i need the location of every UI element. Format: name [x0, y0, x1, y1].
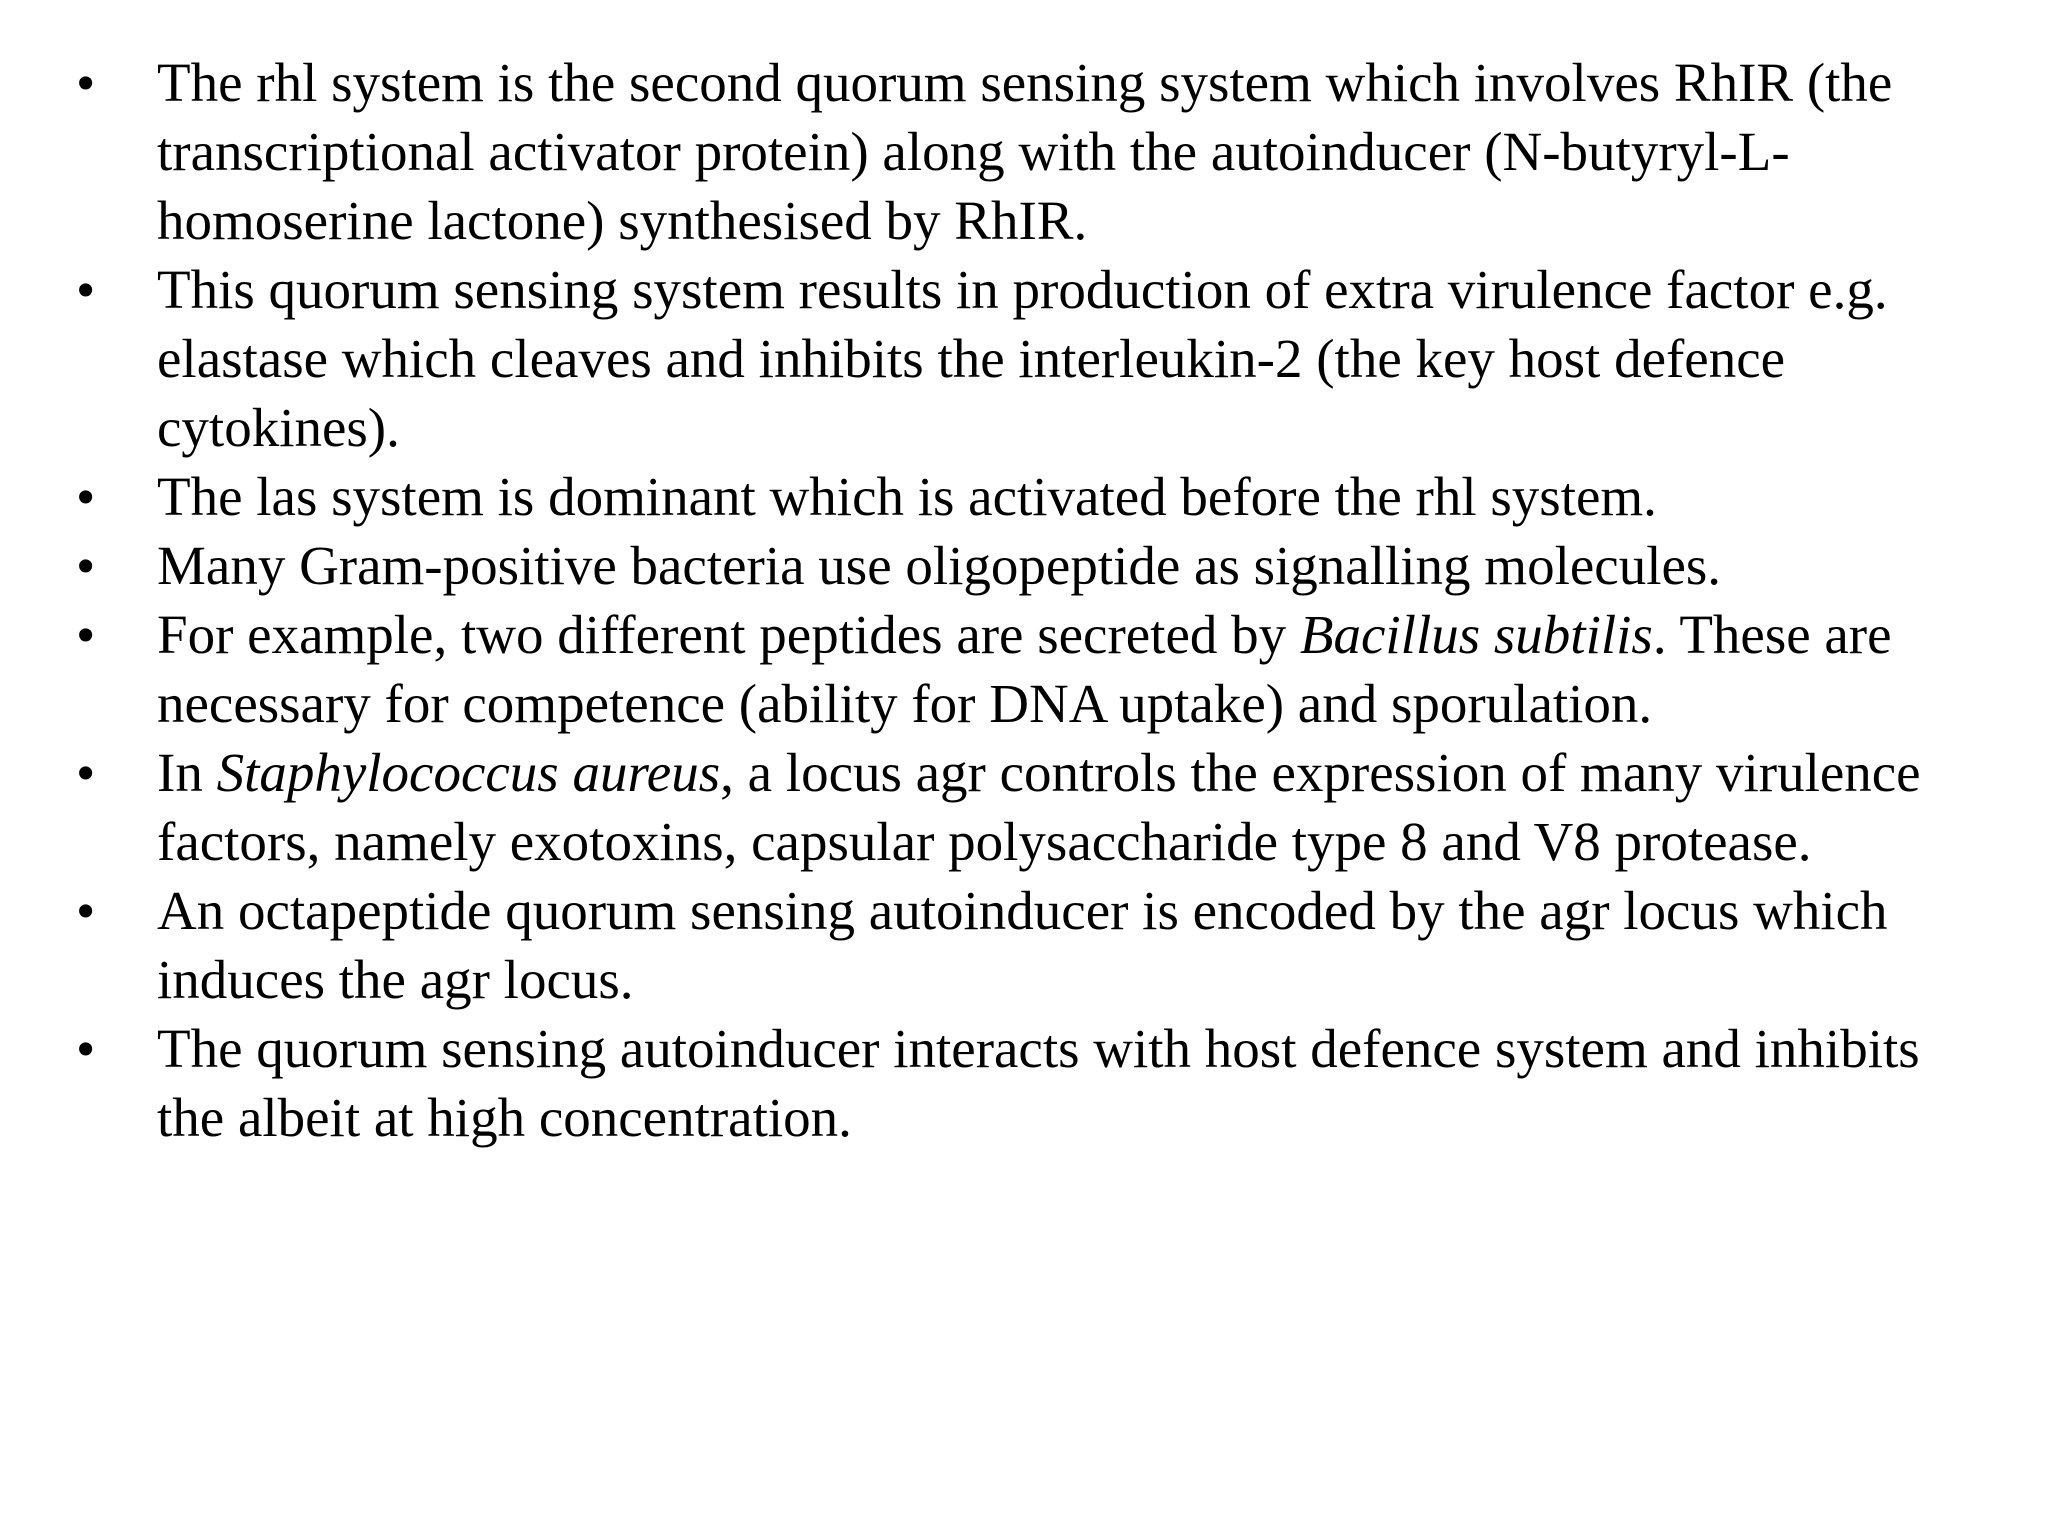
bullet-dot-icon: •: [76, 535, 96, 596]
text-segment: In: [157, 742, 217, 803]
bullet-text: [157, 742, 1921, 872]
bullet-item: [0, 876, 2048, 1014]
bullet-item: [0, 1014, 2048, 1152]
species-name: Bacillus subtilis: [1299, 604, 1653, 665]
bullet-item: [0, 255, 2048, 462]
species-name: Staphylococcus aureus: [216, 742, 721, 803]
text-segment: An octapeptide quorum sensing autoinducer is encoded by the agr locus which induces the agr locus.: [157, 880, 1888, 1010]
text-segment: Many Gram-positive bacteria use oligopeptide as signalling molecules.: [157, 535, 1722, 596]
bullet-dot-icon: •: [76, 466, 96, 527]
bullet-text: [157, 259, 1888, 458]
bullet-dot-icon: •: [76, 52, 96, 113]
text-segment: , a locus agr controls the expression of many virulence factors, namely exotoxins, capsular polysaccharide type 8 and V8 protease.: [157, 742, 1921, 872]
bullet-text: [157, 535, 1721, 596]
bullet-item: [0, 48, 2048, 255]
bullet-dot-icon: •: [76, 604, 96, 665]
bullet-list: [0, 48, 2048, 1152]
bullet-dot-icon: •: [76, 742, 96, 803]
bullet-item: [0, 531, 2048, 600]
bullet-text: [157, 52, 1892, 251]
text-segment: The quorum sensing autoinducer interacts with host defence system and inhibits the albeit at high concentration.: [157, 1018, 1920, 1148]
text-segment: This quorum sensing system results in production of extra virulence factor e.g. elastase which cleaves and inhibits the interleukin-2 (the key host defence cytokines).: [157, 259, 1888, 458]
bullet-text: [157, 880, 1888, 1010]
bullet-text: [157, 1018, 1920, 1148]
bullet-dot-icon: •: [76, 880, 96, 941]
bullet-item: [0, 600, 2048, 738]
text-segment: For example, two different peptides are secreted by: [157, 604, 1300, 665]
bullet-text: [157, 604, 1892, 734]
bullet-item: [0, 462, 2048, 531]
bullet-item: [0, 738, 2048, 876]
bullet-dot-icon: •: [76, 259, 96, 320]
bullet-dot-icon: •: [76, 1018, 96, 1079]
text-segment: . These are necessary for competence (ability for DNA uptake) and sporulation.: [157, 604, 1892, 734]
text-segment: The las system is dominant which is activated before the rhl system.: [157, 466, 1657, 527]
text-segment: The rhl system is the second quorum sensing system which involves RhIR (the transcriptional activator protein) along with the autoinducer (N-butyryl-L-homoserine lactone) synthesised by RhIR.: [157, 52, 1893, 251]
bullet-text: [157, 466, 1657, 527]
